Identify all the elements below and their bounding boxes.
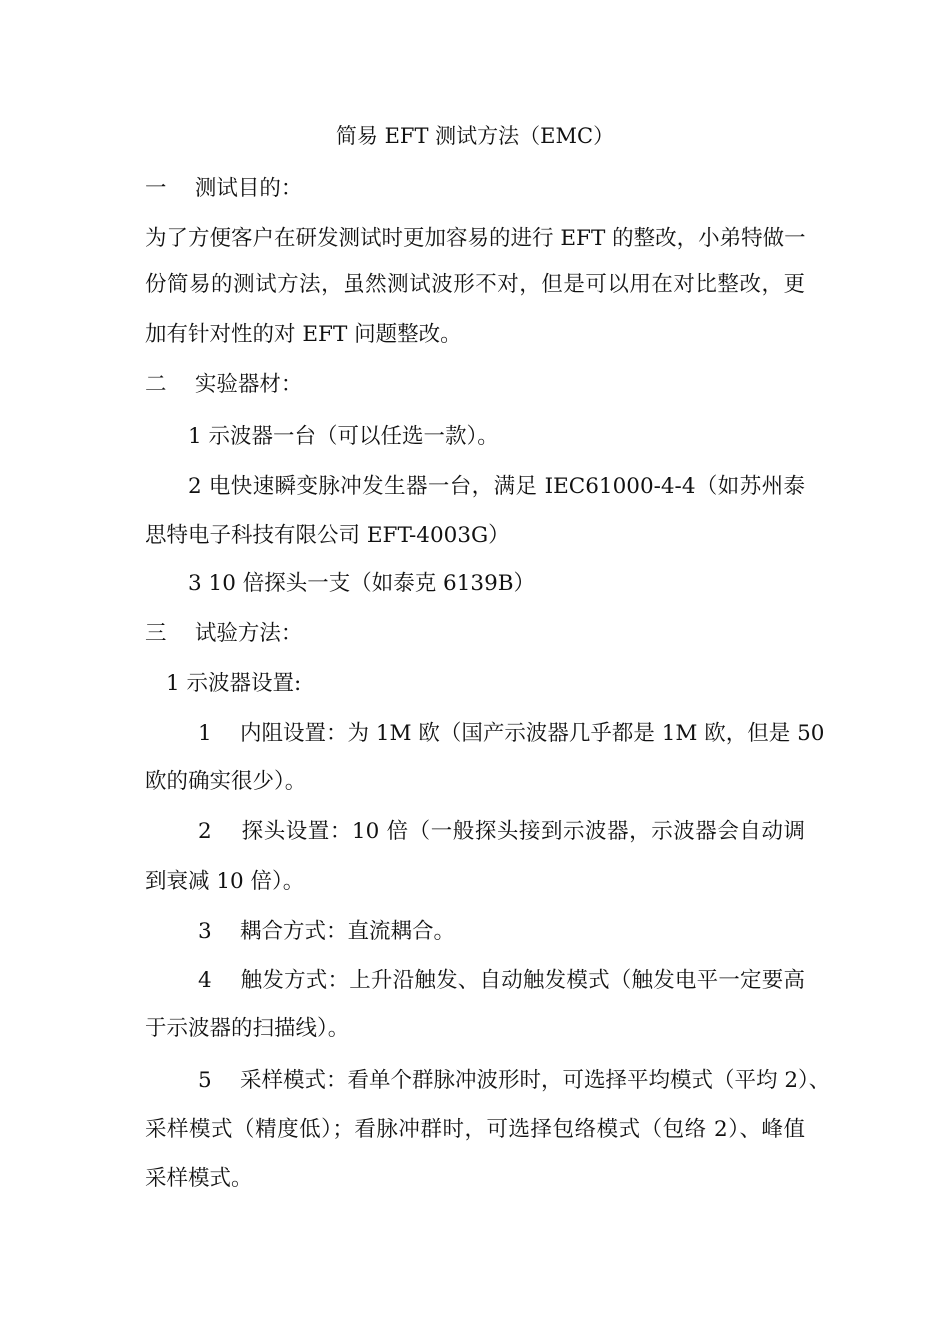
setting-item-probe: 2 探头设置：10 倍（一般探头接到示波器，示波器会自动调 bbox=[198, 819, 805, 844]
equipment-item: 3 10 倍探头一支（如泰克 6139B） bbox=[188, 571, 536, 596]
paragraph-line: 加有针对性的对 EFT 问题整改。 bbox=[145, 322, 462, 347]
section-heading-method: 三 试验方法： bbox=[145, 621, 303, 646]
setting-item-continuation: 采样模式（精度低）；看脉冲群时，可选择包络模式（包络 2）、峰值 bbox=[145, 1117, 805, 1142]
setting-item-impedance: 1 内阻设置：为 1M 欧（国产示波器几乎都是 1M 欧，但是 50 bbox=[198, 721, 825, 746]
document-title: 简易 EFT 测试方法（EMC） bbox=[335, 124, 615, 148]
setting-item-trigger: 4 触发方式：上升沿触发、自动触发模式（触发电平一定要高 bbox=[198, 968, 805, 993]
section-heading-equipment: 二 实验器材： bbox=[145, 372, 303, 397]
section-heading-purpose: 一 测试目的： bbox=[145, 176, 303, 201]
setting-item-sampling: 5 采样模式：看单个群脉冲波形时，可选择平均模式（平均 2）、 bbox=[198, 1068, 831, 1093]
paragraph-line: 为了方便客户在研发测试时更加容易的进行 EFT 的整改，小弟特做一 bbox=[145, 226, 806, 251]
setting-item-continuation: 于示波器的扫描线）。 bbox=[145, 1016, 350, 1041]
equipment-item: 2 电快速瞬变脉冲发生器一台，满足 IEC61000-4-4（如苏州泰 bbox=[188, 474, 805, 499]
equipment-item-continuation: 思特电子科技有限公司 EFT-4003G） bbox=[145, 523, 510, 548]
paragraph-line: 份简易的测试方法，虽然测试波形不对，但是可以用在对比整改，更 bbox=[145, 272, 805, 297]
setting-item-continuation: 到衰减 10 倍）。 bbox=[145, 869, 305, 894]
setting-item-continuation: 采样模式。 bbox=[145, 1166, 253, 1191]
setting-item-coupling: 3 耦合方式：直流耦合。 bbox=[198, 919, 456, 944]
subsection-heading-oscilloscope-settings: 1 示波器设置: bbox=[166, 671, 302, 696]
equipment-item: 1 示波器一台（可以任选一款）。 bbox=[188, 424, 499, 449]
setting-item-continuation: 欧的确实很少）。 bbox=[145, 769, 307, 794]
